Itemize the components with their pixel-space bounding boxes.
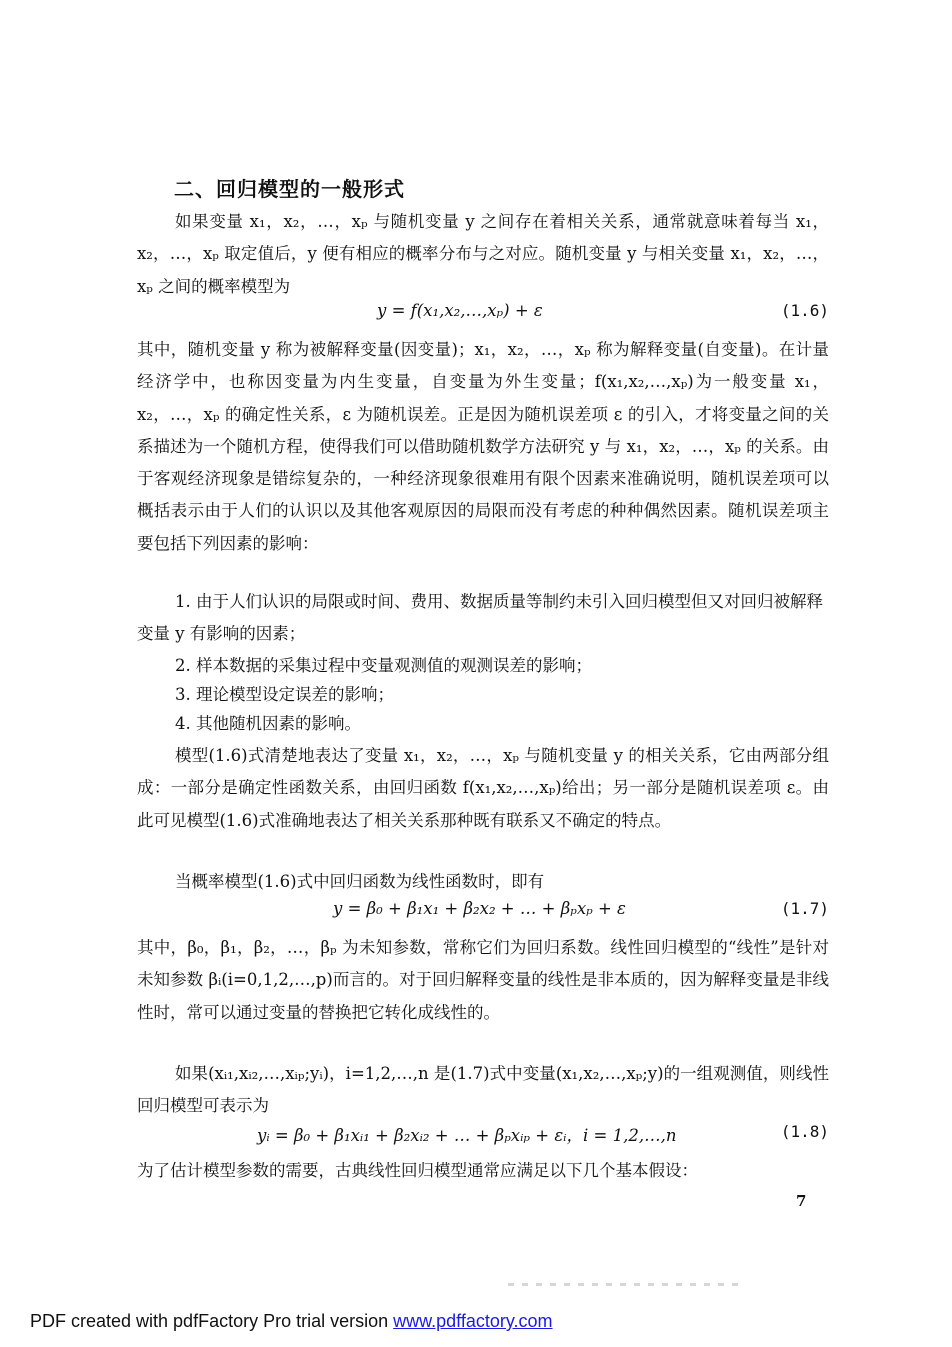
list-item-4: 4. 其他随机因素的影响。 [175, 714, 361, 733]
list-item-1: 1. 由于人们认识的局限或时间、费用、数据质量等制约未引入回归模型但又对回归被解释变量 y 有影响的因素； [137, 592, 823, 644]
scan-artifact [508, 1283, 738, 1286]
equation-1-7-number: (1.7) [780, 899, 829, 918]
equation-1-7 [137, 899, 829, 929]
footer-text: PDF created with pdfFactory Pro trial version [30, 1311, 394, 1331]
paragraph-regression-coefficients: 其中，β₀，β₁，β₂，…，βₚ 为未知参数，常称它们为回归系数。线性回归模型的“线性”是针对未知参数 βᵢ(i=0,1,2,…,p)而言的。对于回归解释变量的线性是非本质的，因为解释变量是非线性时，常可以通过变量的替换把它转化成线性的。 [137, 938, 829, 1022]
equation-1-7-formula: y = β₀ + β₁x₁ + β₂x₂ + … + βₚxₚ + ε [333, 899, 626, 918]
footer-link[interactable]: www.pdffactory.com [393, 1311, 553, 1331]
page-number: 7 [796, 1192, 807, 1210]
section-heading: 二、回归模型的一般形式 [174, 177, 405, 201]
equation-1-6-number: (1.6) [780, 301, 829, 320]
equation-1-8 [137, 1122, 829, 1152]
list-item-3: 3. 理论模型设定误差的影响； [175, 685, 394, 704]
paragraph-model-parts: 模型(1.6)式清楚地表达了变量 x₁，x₂，…，xₚ 与随机变量 y 的相关关系，它由两部分组成：一部分是确定性函数关系，由回归函数 f(x₁,x₂,…,xₚ)给出；另一部分是随机误差项 ε。由此可见模型(1.6)式准确地表达了相关关系那种既有联系又不确定的特点。 [137, 746, 829, 830]
paragraph-assumptions: 为了估计模型参数的需要，古典线性回归模型通常应满足以下几个基本假设： [137, 1161, 698, 1180]
paragraph-explanation: 其中，随机变量 y 称为被解释变量(因变量)；x₁，x₂，…，xₚ 称为解释变量(自变量)。在计量经济学中，也称因变量为内生变量，自变量为外生变量；f(x₁,x₂,…,xₚ)为一般变量 x₁，x₂，…，xₚ 的确定性关系，ε 为随机误差。正是因为随机误差项 ε 的引入，才将变量之间的关系描述为一个随机方程，使得我们可以借助随机数学方法研究 y 与 x₁，x₂，…，xₚ 的关系。由于客观经济现象是错综复杂的，一种经济现象很难用有限个因素来准确说明，随机误差项可以概括表示由于人们的认识以及其他客观原因的局限而没有考虑的种种偶然因素。随机误差项主要包括下列因素的影响： [137, 340, 829, 553]
paragraph-linear-intro: 当概率模型(1.6)式中回归函数为线性函数时，即有 [175, 872, 545, 891]
equation-1-6-formula: y = f(x₁,x₂,…,xₚ) + ε [377, 301, 543, 320]
list-item-2: 2. 样本数据的采集过程中变量观测值的观测误差的影响； [175, 656, 592, 675]
equation-1-8-number: (1.8) [780, 1122, 829, 1141]
equation-1-6 [137, 301, 829, 331]
paragraph-intro: 如果变量 x₁，x₂，…，xₚ 与随机变量 y 之间存在着相关关系，通常就意味着每当 x₁，x₂，…，xₚ 取定值后，y 便有相应的概率分布与之对应。随机变量 y 与相关变量 x₁，x₂，…，xₚ 之间的概率模型为 [137, 212, 829, 296]
paragraph-observations: 如果(xᵢ₁,xᵢ₂,…,xᵢₚ;yᵢ)，i=1,2,…,n 是(1.7)式中变量(x₁,x₂,…,xₚ;y)的一组观测值，则线性回归模型可表示为 [137, 1064, 829, 1116]
equation-1-8-formula: yᵢ = β₀ + β₁xᵢ₁ + β₂xᵢ₂ + … + βₚxᵢₚ + εᵢ，i = 1,2,…,n [257, 1126, 677, 1145]
pdf-footer [30, 1311, 553, 1332]
